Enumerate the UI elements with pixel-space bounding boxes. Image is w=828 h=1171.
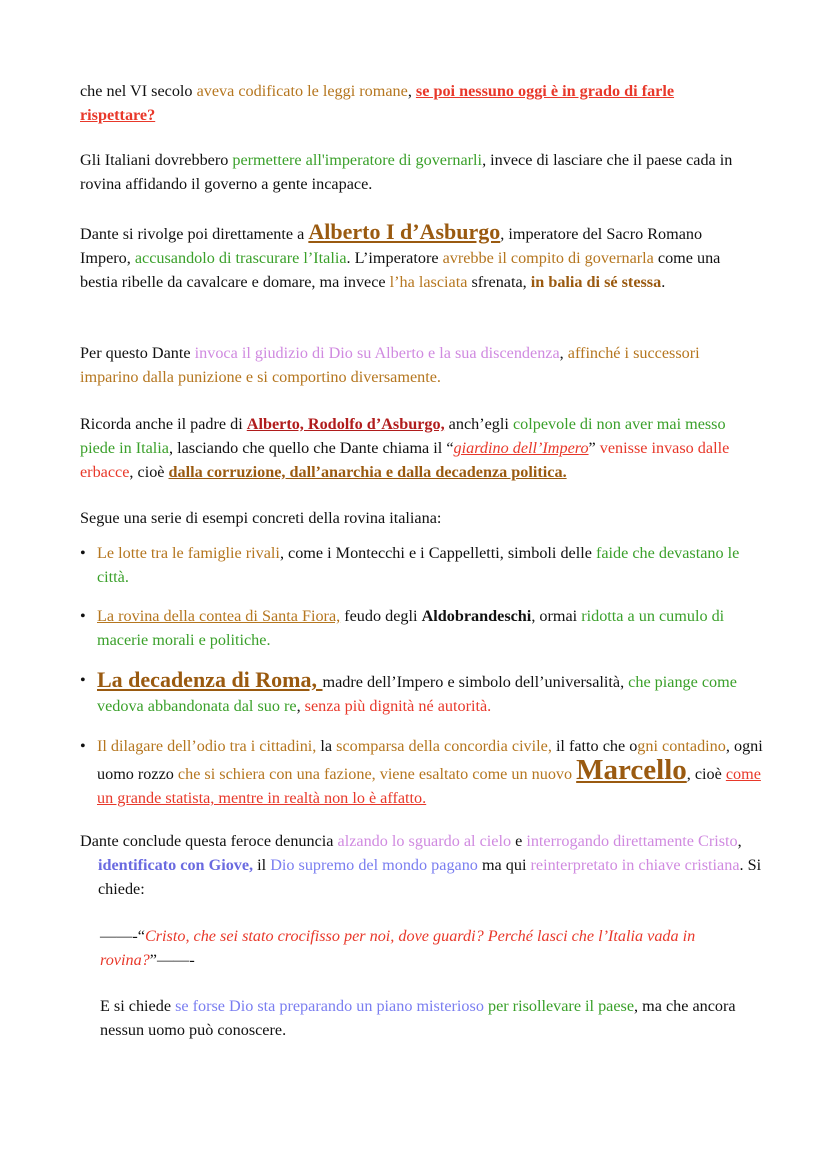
text-segment: Cristo, che sei stato crocifisso per noi, dove guardi? Perché lasci che l’Italia vada in rovina?: [100, 927, 696, 969]
text-segment: Il dilagare dell’odio tra i cittadini,: [97, 737, 317, 755]
text-segment: senza più dignità né autorità.: [304, 697, 492, 715]
text-segment: , cioè: [129, 463, 169, 481]
text-segment: come un grande statista, mentre in realtà non lo è affatto.: [97, 765, 761, 807]
text-segment: ”——-: [149, 951, 195, 969]
text-segment: scomparsa della concordia civile,: [336, 737, 552, 755]
text-segment: madre dell’Impero e simbolo dell’universalità,: [322, 673, 629, 691]
text-segment: Dante conclude questa feroce denuncia: [80, 832, 338, 850]
text-segment: , ogni uomo rozzo: [97, 737, 763, 783]
text-segment: giardino dell’Impero: [453, 439, 589, 457]
text-segment: ,: [737, 832, 742, 850]
text-segment: il: [253, 856, 271, 874]
text-segment: la: [316, 737, 337, 755]
text-segment: E si chiede: [100, 997, 176, 1015]
text-segment: Segue una serie di esempi concreti della rovina italiana:: [80, 509, 442, 527]
text-segment: Dante si rivolge poi direttamente a: [80, 225, 309, 243]
quote-cristo: [100, 924, 750, 972]
text-segment: colpevole di non aver mai messo piede in Italia: [80, 415, 726, 457]
text-segment: in balia di sé stessa: [530, 273, 662, 291]
text-segment: e: [511, 832, 527, 850]
text-segment: .: [661, 273, 666, 291]
paragraph-giudizio: [80, 341, 750, 389]
text-segment: , invece di lasciare che il paese cada in rovina affidando il governo a gente incapace.: [80, 151, 733, 193]
text-segment: , imperatore del Sacro Romano Impero,: [80, 225, 703, 267]
text-segment: avrebbe il compito di governarla: [442, 249, 654, 267]
text-segment: ,: [559, 344, 568, 362]
bullet-santa-fiora: [80, 604, 767, 652]
bullet-marker: •: [80, 671, 86, 689]
paragraph-italians: [80, 148, 750, 196]
text-segment: , ma che ancora nessun uomo può conoscere.: [100, 997, 736, 1039]
text-segment: , cioè: [686, 765, 726, 783]
text-segment: come una bestia ribelle da cavalcare e domare, ma invece: [80, 249, 721, 291]
paragraph-piano: [100, 994, 750, 1042]
text-segment: venisse invaso dalle erbacce: [80, 439, 730, 481]
bullet-marker: •: [80, 544, 86, 562]
text-segment: Alberto, Rodolfo d’Asburgo,: [246, 415, 445, 433]
bullet-odio: [80, 734, 767, 810]
paragraph-justinian: [80, 79, 750, 127]
text-segment: gni contadino: [637, 737, 726, 755]
text-segment: alzando lo sguardo al cielo: [337, 832, 512, 850]
text-segment: Marcello: [576, 754, 687, 786]
paragraph-alberto: [80, 220, 750, 294]
text-segment: ,: [407, 82, 416, 100]
text-segment: , ormai: [531, 607, 582, 625]
bullet-marker: •: [80, 607, 86, 625]
bullet-marker: •: [80, 737, 86, 755]
text-segment: dalla corruzione, dall’anarchia e dalla decadenza politica.: [168, 463, 567, 481]
text-segment: identificato con Giove,: [98, 856, 254, 874]
text-segment: Ricorda anche il padre di: [80, 415, 247, 433]
text-segment: affinché i successori imparino dalla punizione e si comportino diversamente.: [80, 344, 700, 386]
text-segment: per risollevare il paese: [487, 997, 635, 1015]
text-segment: Alberto I d’Asburgo: [308, 219, 501, 244]
bullet-lotte: [80, 541, 767, 589]
paragraph-conclusione: [80, 829, 768, 901]
text-segment: Dio supremo del mondo pagano: [270, 856, 478, 874]
text-segment: invoca il giudizio di Dio su Alberto e la sua discendenza: [194, 344, 560, 362]
text-segment: interrogando direttamente Cristo: [526, 832, 738, 850]
text-segment: ,: [296, 697, 305, 715]
text-segment: ”: [588, 439, 600, 457]
text-segment: Le lotte tra le famiglie rivali: [97, 544, 280, 562]
text-segment: La rovina della contea di Santa Fiora,: [97, 607, 341, 625]
text-segment: che si schiera con una fazione, viene esaltato come un nuovo: [177, 765, 577, 783]
text-segment: sfrenata,: [467, 273, 531, 291]
text-segment: La decadenza di Roma,: [97, 667, 323, 692]
text-segment: Gli Italiani dovrebbero: [80, 151, 233, 169]
bullet-roma: [80, 668, 767, 718]
text-segment: che nel VI secolo: [80, 82, 197, 100]
text-segment: permettere all'imperatore di governarli: [232, 151, 483, 169]
text-segment: il fatto che o: [551, 737, 638, 755]
paragraph-rodolfo: [80, 412, 750, 484]
text-segment: faide che devastano le città.: [97, 544, 740, 586]
paragraph-esempi: [80, 506, 750, 530]
text-segment: Per questo Dante: [80, 344, 195, 362]
text-segment: se poi nessuno oggi è in grado di farle rispettare?: [80, 82, 675, 124]
text-segment: reinterpretato in chiave cristiana: [530, 856, 740, 874]
text-segment: accusandolo di trascurare l’Italia: [134, 249, 347, 267]
text-segment: , lasciando che quello che Dante chiama il “: [169, 439, 454, 457]
text-segment: aveva codificato le leggi romane: [196, 82, 408, 100]
text-segment: . L’imperatore: [346, 249, 443, 267]
text-segment: , come i Montecchi e i Cappelletti, simboli delle: [279, 544, 596, 562]
text-segment: . Si chiede:: [98, 856, 762, 898]
text-segment: che piange come vedova abbandonata dal suo re: [97, 673, 737, 715]
text-segment: ridotta a un cumulo di macerie morali e politiche.: [97, 607, 725, 649]
text-segment: Aldobrandeschi: [421, 607, 532, 625]
text-segment: ma qui: [477, 856, 531, 874]
text-segment: anch’egli: [444, 415, 513, 433]
text-segment: se forse Dio sta preparando un piano misterioso: [175, 997, 484, 1015]
text-segment: l’ha lasciata: [389, 273, 468, 291]
text-segment: feudo degli: [340, 607, 422, 625]
text-segment: ——-“: [100, 927, 145, 945]
